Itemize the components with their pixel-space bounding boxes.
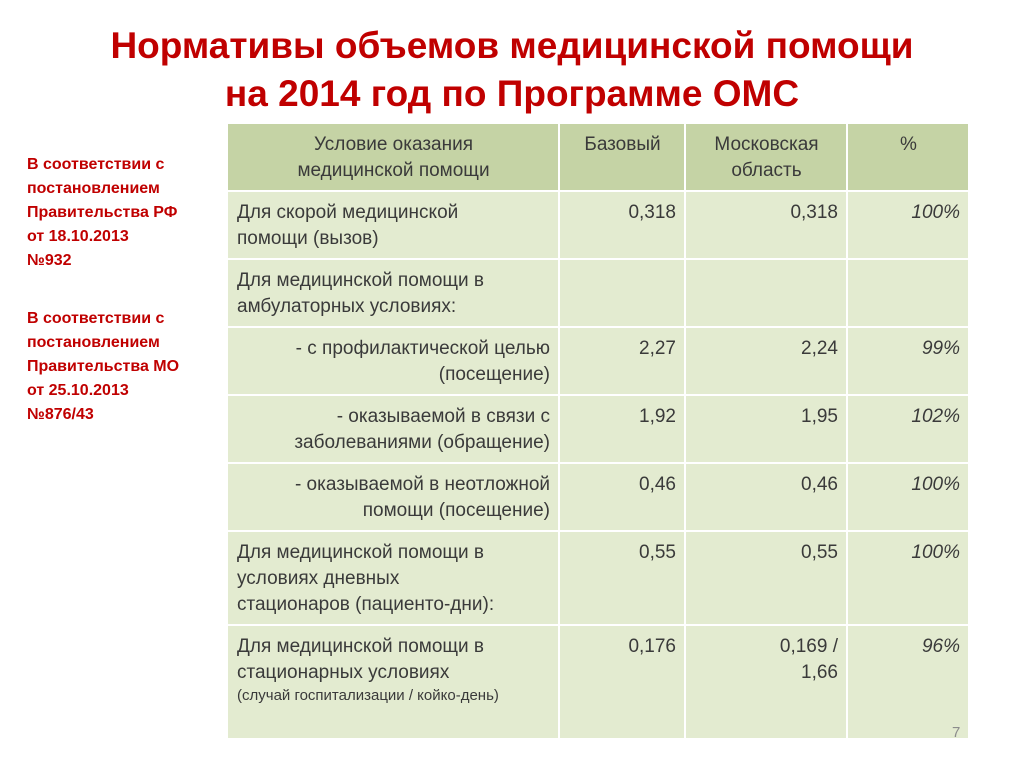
cell-base: 0,318 bbox=[559, 191, 685, 259]
cell-percent: 100% bbox=[847, 531, 969, 625]
row-label-line: Для медицинской помощи в bbox=[237, 542, 485, 563]
table-row bbox=[227, 625, 969, 739]
note-line: В соответствии с bbox=[27, 310, 165, 327]
cell-percent: 100% bbox=[847, 191, 969, 259]
row-label-line: - оказываемой в неотложной bbox=[294, 474, 550, 495]
row-label-line: амбулаторных условиях: bbox=[237, 296, 457, 317]
header-base: Базовый bbox=[559, 123, 685, 191]
row-label-line: стационаров (пациенто-дни): bbox=[237, 594, 495, 615]
note-line: №876/43 bbox=[27, 406, 94, 423]
row-label bbox=[227, 191, 559, 259]
header-percent: % bbox=[847, 123, 969, 191]
header-line: медицинской помощи bbox=[297, 160, 490, 181]
cell-region bbox=[685, 625, 847, 739]
cell-region-line: 1,66 bbox=[801, 662, 838, 683]
row-label-line: Для медицинской помощи в bbox=[237, 270, 485, 291]
table-row bbox=[227, 531, 969, 625]
cell-base: 0,176 bbox=[559, 625, 685, 739]
note-line: №932 bbox=[27, 252, 72, 269]
row-label-line: Для скорой медицинской bbox=[237, 202, 459, 223]
row-label-line: стационарных условиях bbox=[237, 662, 450, 683]
cell-percent: 96% bbox=[847, 625, 969, 739]
row-label-line: условиях дневных bbox=[237, 568, 400, 589]
cell-region: 0,318 bbox=[685, 191, 847, 259]
cell-base: 2,27 bbox=[559, 327, 685, 395]
note-line: Правительства РФ bbox=[27, 204, 178, 221]
row-label-line: заболеваниями (обращение) bbox=[294, 432, 550, 453]
row-label-line: (посещение) bbox=[438, 364, 550, 385]
header-condition bbox=[227, 123, 559, 191]
note-line: от 25.10.2013 bbox=[27, 382, 129, 399]
cell-percent: 99% bbox=[847, 327, 969, 395]
cell-base: 1,92 bbox=[559, 395, 685, 463]
cell-region-line: 0,169 / bbox=[779, 636, 838, 657]
row-label bbox=[227, 531, 559, 625]
cell-base: 0,46 bbox=[559, 463, 685, 531]
table-header-row bbox=[227, 123, 969, 191]
row-label bbox=[227, 327, 559, 395]
row-label bbox=[227, 259, 559, 327]
table-row bbox=[227, 463, 969, 531]
row-label-line: помощи (вызов) bbox=[237, 228, 379, 249]
cell-percent: 102% bbox=[847, 395, 969, 463]
note-line: постановлением bbox=[27, 180, 160, 197]
cell-percent bbox=[847, 259, 969, 327]
slide-title-line-1: Нормативы объемов медицинской помощи bbox=[110, 25, 914, 66]
cell-base: 0,55 bbox=[559, 531, 685, 625]
source-note-federal bbox=[27, 153, 227, 273]
note-line: постановлением bbox=[27, 334, 160, 351]
cell-region: 1,95 bbox=[685, 395, 847, 463]
cell-region: 0,55 bbox=[685, 531, 847, 625]
cell-region: 0,46 bbox=[685, 463, 847, 531]
header-line: область bbox=[731, 160, 802, 181]
row-label bbox=[227, 395, 559, 463]
note-line: Правительства МО bbox=[27, 358, 180, 375]
page-number: 7 bbox=[952, 724, 961, 741]
header-region bbox=[685, 123, 847, 191]
row-label bbox=[227, 463, 559, 531]
note-line: от 18.10.2013 bbox=[27, 228, 129, 245]
row-label bbox=[227, 625, 559, 739]
note-line: В соответствии с bbox=[27, 156, 165, 173]
cell-region: 2,24 bbox=[685, 327, 847, 395]
slide-title-line-2: на 2014 год по Программе ОМС bbox=[224, 73, 800, 114]
table-row bbox=[227, 327, 969, 395]
header-line: Условие оказания bbox=[313, 134, 474, 155]
table-row bbox=[227, 191, 969, 259]
cell-percent: 100% bbox=[847, 463, 969, 531]
slide-title bbox=[0, 22, 1024, 118]
cell-region bbox=[685, 259, 847, 327]
header-line: Московская bbox=[714, 134, 819, 155]
table-row bbox=[227, 395, 969, 463]
row-label-note: (случай госпитализации / койко-день) bbox=[237, 687, 499, 704]
table-row bbox=[227, 259, 969, 327]
norms-table bbox=[226, 122, 970, 740]
row-label-line: - с профилактической целью bbox=[295, 338, 550, 359]
cell-base bbox=[559, 259, 685, 327]
row-label-line: - оказываемой в связи с bbox=[336, 406, 550, 427]
row-label-line: помощи (посещение) bbox=[362, 500, 550, 521]
source-note-regional bbox=[27, 307, 227, 427]
row-label-line: Для медицинской помощи в bbox=[237, 636, 485, 657]
